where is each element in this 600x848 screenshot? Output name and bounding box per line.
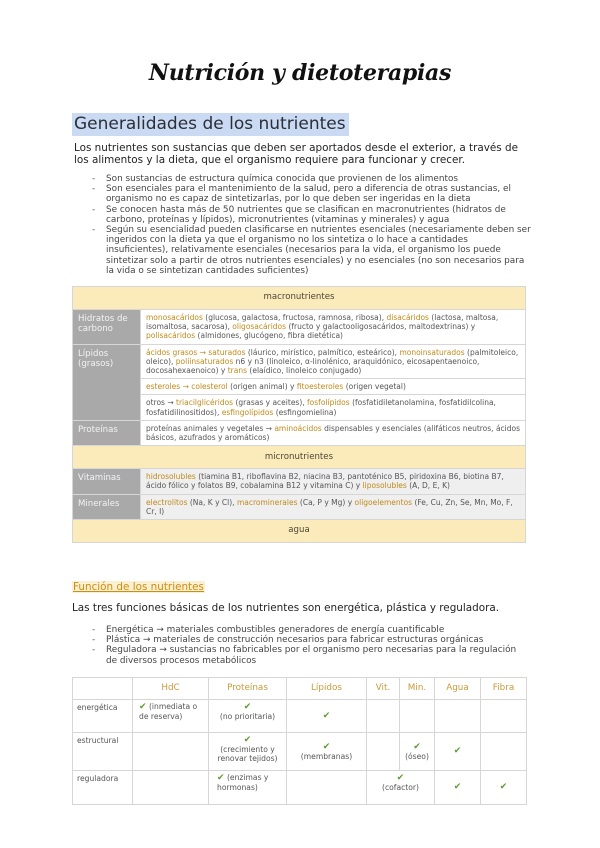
table-row [73,771,527,805]
nutrient-classification-table [72,286,526,543]
list-item: - Plástica → materiales de construcción necesarios para fabricar estructuras orgánicas [92,635,522,645]
generalidades-list [92,174,532,276]
row-label-vitaminas: Vitaminas [73,469,141,494]
funcion-paragraph: Las tres funciones básicas de los nutrientes son energética, plástica y reguladora. [72,602,500,614]
intro-paragraph: Los nutrientes son sustancias que deben ser aportados desde el exterior, a través de los alimentos y la dieta, que el organismo requiere para funcionar y crecer. [74,142,518,167]
estructural-lip-cell: ✔ (membranas) [287,733,367,771]
reguladora-agua-cell [435,771,481,805]
minerales-cell: electrolitos (Na, K y Cl), macrominerales (Ca, P y Mg) y oligoelementos (Fe, Cu, Zn, Se, Mn, Mo, F, Cr, I) [141,494,526,519]
check-icon: ✔ [243,735,252,745]
row-label-proteinas: Proteínas [73,420,141,445]
function-table [72,677,527,805]
list-item: - Reguladora → sustancias no fabricables por el organismo pero necesarias para la regulación de diversos procesos metabólicos [92,645,522,665]
check-icon: ✔ [322,710,331,721]
estructural-min-cell: ✔ (óseo) [400,733,435,771]
energetica-prot-cell: ✔ (no prioritaria) [209,700,287,733]
list-item: - Son sustancias de estructura química conocida que provienen de los alimentos [92,174,532,184]
macronutrients-header: macronutrientes [73,287,526,310]
header-min: Min. [400,678,435,700]
row-label-energetica: energética [73,700,133,733]
check-icon: ✔ [453,746,462,757]
estructural-prot-cell: ✔ (crecimiento y renovar tejidos) [209,733,287,771]
table-row [73,700,527,733]
lipidos-acidos-cell: ácidos grasos → saturados (láurico, mirístico, palmítico, esteárico), monoinsaturados (palmitoleico, oleico), poliinsaturados n6 y n3 (linoleico, α-linolénico, araquidónico, eicosapentaenoico, docosahexaenoico) y trans (elaídico, linoleico conjugado) [141,344,526,379]
check-icon: ✔ [243,702,252,712]
reguladora-prot-cell: ✔ (enzimas y hormonas) [209,771,287,805]
energetica-lip-cell [287,700,367,733]
row-label-minerales: Minerales [73,494,141,519]
header-vit: Vit. [367,678,400,700]
list-item: - Se conocen hasta más de 50 nutrientes que se clasifican en macronutrientes (hidratos de carbono, proteínas y lípidos), micronutrientes (vitaminas y minerales) y agua [92,205,532,225]
list-item: - Según su esencialidad pueden clasificarse en nutrientes esenciales (necesariamente deben ser ingeridos con la dieta ya que el organismo no los sintetiza o lo hace a cantidades insuficientes), relativamente esenciales (necesarios para la vida, el organismo los puede sintetizar solo a partir de otros nutrientes esenciales) y no esenciales (no son necesarios para la vida o se sintetizan cantidades suficientes) [92,225,532,276]
lipidos-otros-cell: otros → triacilglicéridos (grasas y aceites), fosfolípidos (fosfatidiletanolamina, fosfatidilcolina, fosfatidilinositidos), esfingolípidos (esfingomielina) [141,395,526,420]
row-label-lipidos: Lípidos (grasos) [73,344,141,420]
lipidos-esteroles-cell: esteroles → colesterol (origen animal) y fitoesteroles (origen vegetal) [141,379,526,395]
row-label-estructural: estructural [73,733,133,771]
header-proteinas: Proteínas [209,678,287,700]
header-lipidos: Lípidos [287,678,367,700]
check-icon: ✔ [499,782,508,793]
row-label-hidratos: Hidratos de carbono [73,310,141,345]
check-icon: ✔ [396,773,405,783]
check-icon: ✔ [139,702,147,712]
check-icon: ✔ [322,741,331,752]
funcion-list [92,625,522,666]
function-table-header-row [73,678,527,700]
reguladora-vitmin-cell: ✔ (cofactor) [367,771,435,805]
section-heading-generalidades: Generalidades de los nutrientes [72,113,349,136]
vitaminas-cell: hidrosolubles (tiamina B1, riboflavina B2, niacina B3, pantoténico B5, piridoxina B6, biotina B7, ácido fólico y folatos B9, cobalamina B12 y vitamina C) y liposolubles (A, D, E, K) [141,469,526,494]
micronutrients-header: micronutrientes [73,446,526,469]
header-agua: Agua [435,678,481,700]
section-heading-funcion: Función de los nutrientes [73,581,204,593]
check-icon: ✔ [413,741,421,752]
header-empty [73,678,133,700]
header-hdc: HdC [133,678,209,700]
estructural-agua-cell [435,733,481,771]
proteinas-cell: proteínas animales y vegetales → aminoácidos dispensables y esenciales (alifáticos neutros, ácidos básicos, azufrados y aromáticos) [141,420,526,445]
water-header: agua [73,520,526,543]
list-item: - Energética → materiales combustibles generadores de energía cuantificable [92,625,522,635]
check-icon: ✔ [217,773,225,783]
reguladora-fibra-cell [481,771,527,805]
row-label-reguladora: reguladora [73,771,133,805]
check-icon: ✔ [453,782,462,793]
header-fibra: Fibra [481,678,527,700]
energetica-hdc-cell: ✔ (inmediata o de reserva) [133,700,209,733]
table-row [73,733,527,771]
page-title: Nutrición y dietoterapias [148,60,452,86]
hidratos-cell: monosacáridos (glucosa, galactosa, fructosa, ramnosa, ribosa), disacáridos (lactosa, maltosa, isomaltosa, sacarosa), oligosacáridos (fructo y galactooligosacáridos, maltodextrinas) y polisacáridos (almidones, glucógeno, fibra dietética) [141,310,526,345]
list-item: - Son esenciales para el mantenimiento de la salud, pero a diferencia de otras sustancias, el organismo no es capaz de sintetizarlas, por lo que deben ser ingeridas en la dieta [92,184,532,204]
